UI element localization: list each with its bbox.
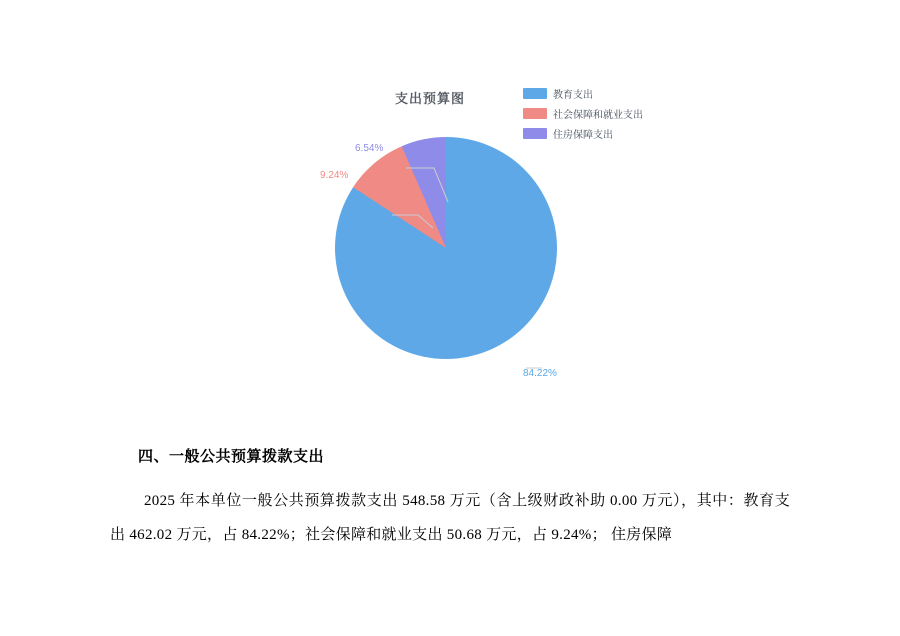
- chart-legend: [523, 85, 683, 145]
- label-leader-lines: [330, 140, 560, 380]
- legend-item[interactable]: [523, 105, 683, 122]
- pie-data-label-social: 9.24%: [320, 170, 349, 181]
- text-section: [110, 445, 790, 552]
- pie-data-label-housing: 6.54%: [355, 143, 384, 154]
- paragraph-text: 2025 年本单位一般公共预算拨款支出 548.58 万元（含上级财政补助 0.00 万元），其中：教育支出 462.02 万元，占 84.22%；社会保障和就业支出 50.68 万元，占 9.24%； 住房保障: [110, 493, 790, 543]
- legend-item[interactable]: [523, 85, 683, 102]
- legend-label: 社会保障和就业支出: [553, 110, 643, 121]
- legend-swatch-icon: [523, 108, 547, 119]
- legend-label: 教育支出: [553, 90, 593, 101]
- pie-data-label-education: 84.22%: [523, 368, 557, 379]
- legend-swatch-icon: [523, 88, 547, 99]
- section-paragraph: [110, 484, 790, 552]
- legend-label: 住房保障支出: [553, 130, 613, 141]
- section-heading: 四、一般公共预算拨款支出: [138, 448, 325, 465]
- chart-title: 支出预算图: [395, 91, 466, 106]
- pie-chart-figure: [0, 60, 900, 420]
